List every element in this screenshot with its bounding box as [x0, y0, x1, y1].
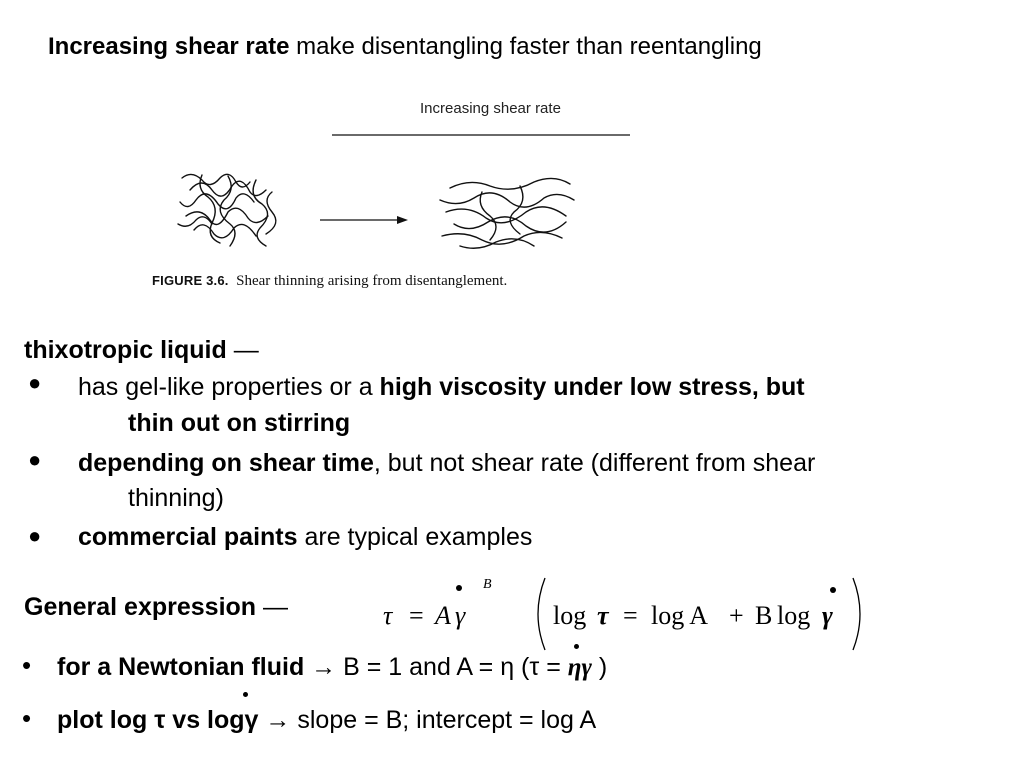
bullet-1-bold-2: thin out on stirring [128, 409, 351, 437]
bullet-2-text: , but not shear rate (different from shear [373, 449, 816, 477]
bullet-1-bold: high viscosity under low stress, but [379, 373, 805, 401]
general-expression-label [24, 592, 288, 622]
bullet-2-bold: depending on shear time [78, 449, 374, 477]
figure-arrow-label: Increasing shear rate [420, 100, 561, 117]
log-plus: + [729, 601, 744, 630]
log-tau: τ [597, 601, 609, 630]
log-3: log [777, 601, 811, 630]
title-bold: Increasing shear rate [48, 33, 290, 60]
figure-caption-text: Shear thinning arising from disentanglement. [236, 273, 508, 289]
plot-log-line [57, 705, 596, 735]
plot-log-text: slope = B; intercept = log A [297, 706, 597, 734]
thixotropic-heading [24, 335, 259, 365]
bullet-icon: • [22, 650, 32, 680]
arrow-icon: → [304, 653, 344, 681]
log-B: B [755, 601, 773, 630]
figure-caption [152, 273, 507, 290]
right-paren [853, 578, 860, 650]
thixotropic-heading-text: thixotropic liquid [24, 336, 227, 364]
gamma-dot-icon [456, 585, 462, 591]
bullet-1-text: has gel-like properties or a [78, 373, 380, 401]
newtonian-bold: for a Newtonian fluid [57, 653, 305, 681]
bullet-icon: ● [28, 447, 42, 472]
formula-exponent: B [483, 577, 492, 592]
plot-log-wrap [57, 706, 258, 734]
general-expression-text: General expression [24, 593, 257, 621]
newtonian-math [568, 654, 592, 681]
log-equals: = [623, 601, 638, 630]
bullet-3-bold: commercial paints [78, 523, 298, 551]
general-expression-formula [375, 570, 875, 655]
slide-title [48, 33, 762, 61]
general-expression-dash: — [256, 593, 289, 621]
log-2: log A [651, 601, 709, 630]
bullet-2-line-1 [78, 448, 815, 478]
bullet-1-line-2 [128, 408, 350, 438]
newtonian-text: B = 1 and A = η (τ = [343, 653, 568, 681]
bullet-icon: ● [28, 370, 42, 395]
newtonian-fluid-line [57, 652, 607, 683]
bullet-2-text-2: thinning) [128, 484, 224, 512]
title-rest: make disentangling faster than reentangling [289, 33, 762, 60]
formula-equals: = [409, 601, 424, 630]
bullet-icon: ● [28, 523, 42, 548]
plot-log-bold: plot log τ vs logγ [57, 706, 259, 734]
formula-gamma: γ [455, 601, 466, 630]
log-1: log [553, 601, 587, 630]
gamma-dot-icon [574, 644, 579, 649]
log-gamma: γ [822, 601, 833, 630]
figure-number: FIGURE 3.6. [152, 273, 229, 288]
bullet-1-line-1 [78, 372, 805, 402]
newtonian-close: ) [591, 653, 608, 681]
partially-aligned-chains-icon [440, 178, 574, 248]
arrow-icon: → [258, 706, 298, 734]
bullet-2-line-2 [128, 483, 224, 513]
thixotropic-heading-dash: — [226, 336, 259, 364]
gamma-dot-icon [830, 587, 836, 593]
gamma-dot-icon [243, 692, 248, 697]
left-paren [538, 578, 545, 650]
bullet-icon: • [22, 703, 32, 733]
entangled-chains-icon [178, 174, 276, 246]
bullet-3-line-1 [78, 522, 532, 552]
formula-tau: τ [383, 601, 393, 630]
bullet-3-text: are typical examples [297, 523, 533, 551]
eta-gamma: ηγ [567, 654, 592, 681]
formula-A: A [435, 601, 451, 630]
